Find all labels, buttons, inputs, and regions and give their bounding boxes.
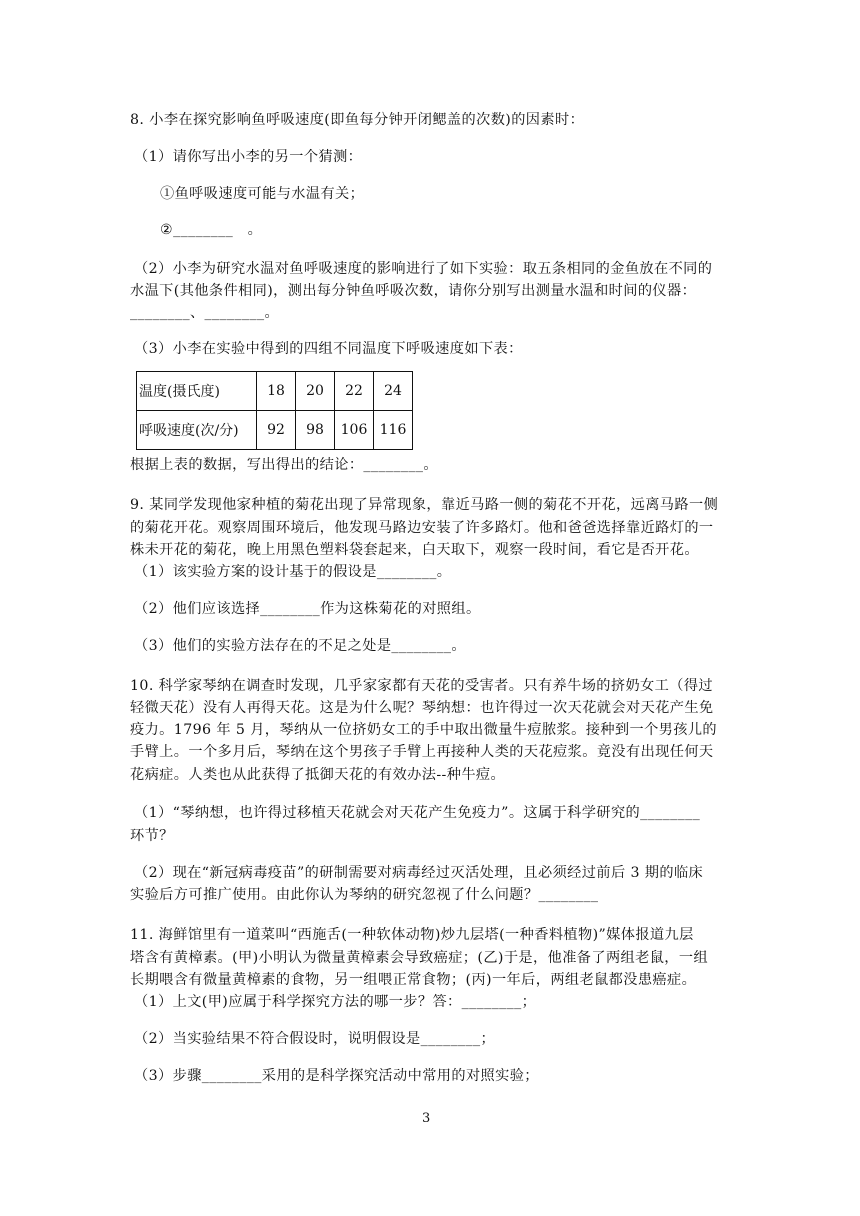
question-11-part-3: （3）步骤________采用的是科学探究活动中常用的对照实验； — [134, 1068, 539, 1084]
question-11-line-2: 塔含有黄樟素。(甲)小明认为微量黄樟素会导致癌症；(乙)于是，他准备了两组老鼠，一组 — [130, 950, 709, 966]
question-8-part-2-line-2: 水温下(其他条件相同)，测出每分钟鱼呼吸次数，请你分别写出测量水温和时间的仪器： — [130, 283, 697, 299]
question-11-line-3: 长期喂含有微量黄樟素的食物，另一组喂正常食物；(丙)一年后，两组老鼠都没患癌症。 — [130, 972, 697, 988]
question-9-part-2: （2）他们应该选择________作为这株菊花的对照组。 — [134, 601, 481, 617]
table-cell: 106 — [335, 411, 374, 450]
question-11-line-1: 11. 海鲜馆里有一道菜叫“西施舌(一种软体动物)炒九层塔(一种香料植物)”媒体报道九层 — [130, 927, 694, 943]
table-row-label: 温度(摄氏度) — [137, 372, 257, 411]
question-10-line-1: 10. 科学家琴纳在调查时发现，几乎家家都有天花的受害者。只有养牛场的挤奶女工（得过 — [130, 678, 714, 694]
question-11-part-1: （1）上文(甲)应属于科学探究方法的哪一步？答：________； — [134, 994, 537, 1010]
question-8-part-2-line-3: ________、________。 — [130, 305, 280, 321]
question-8-conclusion: 根据上表的数据，写出得出的结论：________。 — [130, 457, 438, 473]
table-cell: 98 — [296, 411, 335, 450]
table-cell: 116 — [374, 411, 413, 450]
question-8-title: 8. 小李在探究影响鱼呼吸速度(即鱼每分钟开闭鳃盖的次数)的因素时： — [130, 112, 585, 128]
question-8-part-1: （1）请你写出小李的另一个猜测： — [134, 149, 363, 165]
question-9-part-1: （1）该实验方案的设计基于的假设是________。 — [134, 564, 452, 580]
question-8-part-3: （3）小李在实验中得到的四组不同温度下呼吸速度如下表： — [134, 341, 523, 357]
question-10-line-4: 手臂上。一个多月后，琴纳在这个男孩子手臂上再接种人类的天花痘浆。竟没有出现任何天 — [130, 744, 714, 760]
question-8-guess-1: ①鱼呼吸速度可能与水温有关； — [160, 186, 365, 202]
table-row — [137, 411, 413, 450]
question-10-part-2-line-2: 实验后方可推广使用。由此你认为琴纳的研究忽视了什么问题？________ — [130, 887, 599, 903]
table-row-label: 呼吸速度(次/分) — [137, 411, 257, 450]
question-10-part-1-line-1: （1）“琴纳想，也许得过移植天花就会对天花产生免疫力”。这属于科学研究的________ — [134, 805, 701, 821]
table-cell: 92 — [257, 411, 296, 450]
temperature-breathing-table — [136, 371, 413, 450]
question-10-line-5: 花病症。人类也从此获得了抵御天花的有效办法--种牛痘。 — [130, 767, 506, 783]
question-9-line-2: 的菊花开花。观察周围环境后，他发现马路边安装了许多路灯。他和爸爸选择靠近路灯的一 — [130, 520, 714, 536]
question-10-line-2: 轻微天花）没有人再得天花。这是为什么呢？琴纳想：也许得过一次天花就会对天花产生免 — [130, 700, 714, 716]
table-cell: 22 — [335, 372, 374, 411]
table-cell: 18 — [257, 372, 296, 411]
question-11-part-2: （2）当实验结果不符合假设时，说明假设是________； — [134, 1031, 496, 1047]
question-10-part-1-line-2: 环节？ — [130, 828, 174, 844]
page-number: 3 — [422, 1111, 431, 1126]
question-9-part-3: （3）他们的实验方法存在的不足之处是________。 — [134, 638, 466, 654]
table-cell: 20 — [296, 372, 335, 411]
question-8-part-2-line-1: （2）小李为研究水温对鱼呼吸速度的影响进行了如下实验：取五条相同的金鱼放在不同的 — [134, 261, 713, 277]
question-9-line-1: 9. 某同学发现他家种植的菊花出现了异常现象，靠近马路一侧的菊花不开花，远离马路一侧 — [130, 497, 719, 513]
table-cell: 24 — [374, 372, 413, 411]
question-10-line-3: 疫力。1796 年 5 月，琴纳从一位挤奶女工的手中取出微量牛痘脓浆。接种到一个男孩儿的 — [130, 722, 718, 738]
question-10-part-2-line-1: （2）现在“新冠病毒疫苗”的研制需要对病毒经过灭活处理，且必须经过前后 3 期的临床 — [134, 865, 704, 881]
question-9-line-3: 株未开花的菊花，晚上用黑色塑料袋套起来，白天取下，观察一段时间，看它是否开花。 — [130, 542, 699, 558]
table-row — [137, 372, 413, 411]
question-8-guess-2: ②________ 。 — [160, 222, 263, 238]
